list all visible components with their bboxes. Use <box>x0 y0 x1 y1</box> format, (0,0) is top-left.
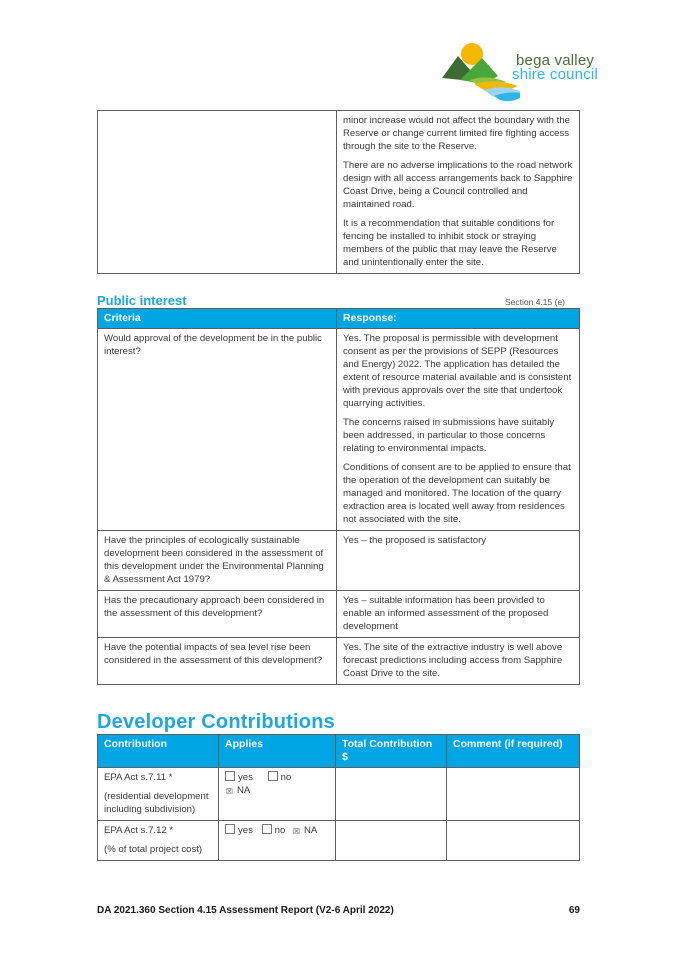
checkbox-no[interactable] <box>262 824 286 837</box>
response-cell <box>337 329 580 531</box>
public-interest-heading: Public interest <box>97 293 187 308</box>
response-paragraph: Yes. The site of the extractive industry is well above forecast predictions including access from Sapphire Coast Drive to the site. <box>343 642 563 679</box>
checkbox-label: yes <box>238 825 253 836</box>
council-logo <box>440 36 640 106</box>
contribution-note: (residential development including subdivision) <box>104 791 209 815</box>
table-row <box>98 591 580 638</box>
total-contribution-cell <box>336 821 447 861</box>
column-header-criteria: Criteria <box>98 309 337 329</box>
criteria-cell: Have the potential impacts of sea level rise been considered in the assessment of this development? <box>98 638 337 685</box>
contribution-cell <box>98 821 219 861</box>
checked-box-icon: ☒ <box>292 827 301 836</box>
column-header-response: Response: <box>337 309 580 329</box>
table-row <box>98 111 580 274</box>
page-footer <box>97 905 580 916</box>
column-header-contribution: Contribution <box>98 735 219 768</box>
checkbox-na[interactable] <box>225 784 250 797</box>
checkbox-label: NA <box>303 825 318 836</box>
total-contribution-cell <box>336 768 447 821</box>
page-number: 69 <box>568 905 580 916</box>
hills-sun-icon <box>440 36 520 106</box>
checkbox-yes[interactable] <box>225 824 253 837</box>
applies-cell <box>219 821 336 861</box>
contribution-cell <box>98 768 219 821</box>
response-cell <box>337 591 580 638</box>
contribution-name: EPA Act s.7.12 * <box>104 825 174 836</box>
table-row <box>98 768 580 821</box>
response-paragraph: Yes – the proposed is satisfactory <box>343 535 487 546</box>
checkbox-label: NA <box>237 785 251 796</box>
column-header-comment: Comment (if required) <box>447 735 580 768</box>
checkbox-label: no <box>274 825 286 836</box>
checkbox-label: yes <box>238 772 253 783</box>
table-row <box>98 638 580 685</box>
response-cell <box>337 111 580 274</box>
response-cell <box>337 638 580 685</box>
response-paragraph: minor increase would not affect the boundary with the Reserve or change current limited fire fighting access through the site to the Reserve. <box>343 115 571 152</box>
table-header-row <box>98 309 580 329</box>
contribution-note: (% of total project cost) <box>104 844 203 855</box>
table-row <box>98 531 580 591</box>
logo-text-bega-valley: bega valley <box>516 52 595 69</box>
continuation-table <box>97 110 580 274</box>
table-row <box>98 821 580 861</box>
column-header-applies: Applies <box>219 735 336 768</box>
public-interest-table <box>97 308 580 685</box>
checkbox-icon <box>225 771 235 781</box>
applies-cell <box>219 768 336 821</box>
developer-contributions-heading: Developer Contributions <box>97 711 335 733</box>
response-paragraph: It is a recommendation that suitable conditions for fencing be installed to inhibit stock or straying members of the public that may leave the Reserve and unintentionally enter the site. <box>343 218 557 268</box>
checkbox-icon <box>268 771 278 781</box>
section-reference: Section 4.15 (e) <box>505 297 566 307</box>
footer-title: DA 2021.360 Section 4.15 Assessment Report (V2-6 April 2022) <box>97 905 394 916</box>
table-header-row <box>98 735 580 768</box>
comment-cell <box>447 821 580 861</box>
comment-cell <box>447 768 580 821</box>
checkbox-no[interactable] <box>268 771 292 784</box>
checkbox-yes[interactable] <box>225 771 253 784</box>
response-paragraph: Yes. The proposal is permissible with development consent as per the provisions of SEPP (Resources and Energy) 2022. The application has detailed the extent of resource material available and is consistent with previous approvals over the site that undertook quarrying activities. <box>343 333 572 409</box>
logo-text-shire-council: shire council <box>512 66 598 83</box>
criteria-cell: Would approval of the development be in the public interest? <box>98 329 337 531</box>
checkbox-na[interactable] <box>292 824 317 837</box>
checkbox-icon <box>262 824 272 834</box>
criteria-cell <box>98 111 337 274</box>
checkbox-label: no <box>280 772 292 783</box>
response-paragraph: Yes – suitable information has been provided to enable an informed assessment of the proposed development <box>343 595 549 632</box>
checked-box-icon: ☒ <box>225 787 234 796</box>
developer-contributions-table <box>97 734 580 861</box>
response-paragraph: Conditions of consent are to be applied to ensure that the operation of the development can suitably be managed and monitored. The location of the quarry extraction area is located well away from residences not associated with the site. <box>343 462 571 525</box>
response-paragraph: The concerns raised in submissions have suitably been addressed, in particular to those concerns relating to environmental impacts. <box>343 417 555 454</box>
response-paragraph: There are no adverse implications to the road network design with all access arrangements back to Sapphire Coast Drive, being a Council controlled and maintained road. <box>343 160 573 210</box>
criteria-cell: Have the principles of ecologically sustainable development been considered in the assessment of this development under the Environmental Planning & Assessment Act 1979? <box>98 531 337 591</box>
contribution-name: EPA Act s.7.11 * <box>104 772 173 783</box>
response-cell <box>337 531 580 591</box>
column-header-total: Total Contribution $ <box>336 735 447 768</box>
table-row <box>98 329 580 531</box>
criteria-cell: Has the precautionary approach been considered in the assessment of this development? <box>98 591 337 638</box>
checkbox-icon <box>225 824 235 834</box>
